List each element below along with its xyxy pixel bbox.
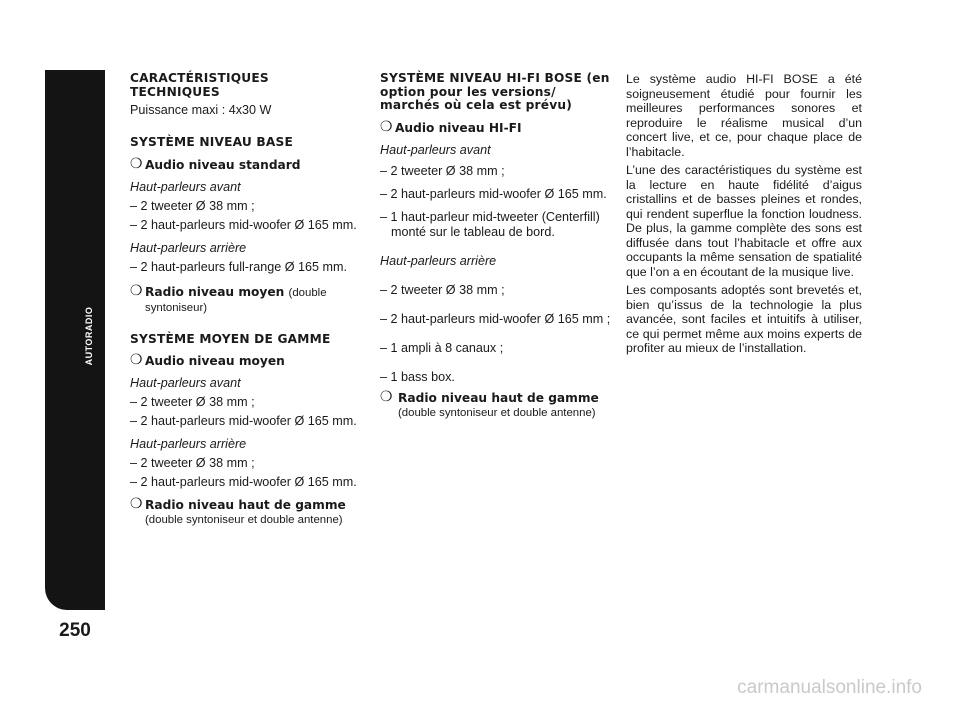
sub-radio-haut-gamme: ❍ Radio niveau haut de gamme (double syntoniseur et double antenne) [130, 496, 346, 526]
rear-speakers-label: Haut-parleurs arrière [130, 240, 247, 255]
front-speakers-label: Haut-parleurs avant [130, 376, 241, 390]
rear-speakers-label: Haut-parleurs arrière [130, 437, 247, 451]
spec-line: – 2 haut-parleurs mid-woofer Ø 165 mm. [130, 217, 357, 232]
sub-radio-haut-gamme: ❍ Radio niveau haut de gamme (double syntoniseur et double antenne) [380, 388, 599, 419]
bullet-icon: ❍ [380, 118, 393, 135]
sub-radio-moyen: ❍ Radio niveau moyen (double syntoniseur) [130, 282, 327, 314]
column-1 [130, 72, 362, 527]
sub-audio-moyen: ❍ Audio niveau moyen [130, 352, 285, 368]
bullet-icon: ❍ [380, 388, 393, 405]
spec-line: – 2 tweeter Ø 38 mm ; [130, 198, 255, 213]
column-3 [626, 72, 862, 356]
spec-line: – 2 haut-parleurs mid-woofer Ø 165 mm. [380, 186, 607, 201]
bullet-icon: ❍ [130, 282, 143, 299]
puissance-text: Puissance maxi : 4x30 W [130, 103, 272, 117]
spec-line: – 2 tweeter Ø 38 mm ; [380, 163, 505, 178]
front-speakers-label: Haut-parleurs avant [130, 179, 241, 194]
bullet-icon: ❍ [130, 155, 143, 172]
spec-line: – 2 tweeter Ø 38 mm ; [130, 456, 255, 470]
spec-line: – 1 haut-parleur mid-tweeter (Centerfill) monté sur le tableau de bord. [380, 209, 600, 239]
spec-line: – 1 bass box. [380, 369, 455, 384]
paragraph: Les composants adoptés sont brevetés et, bien qu’issus de la technologie la plus avancée, sont faciles et intuitifs à utiliser, ce qui permet même aux moins experts de profiter au mieux de l’installation. [626, 283, 862, 355]
sub-audio-hifi: ❍ Audio niveau HI-FI [380, 118, 522, 135]
bullet-icon: ❍ [130, 352, 143, 368]
front-speakers-label: Haut-parleurs avant [380, 142, 491, 157]
spec-line: – 2 tweeter Ø 38 mm ; [130, 395, 255, 409]
paragraph: Le système audio HI-FI BOSE a été soigneusement étudié pour fournir les meilleures performances sonores et reproduire le réalisme musical d’un concert live, et ce, pour chaque place de l’habitacle. [626, 72, 862, 159]
spec-line: – 2 haut-parleurs mid-woofer Ø 165 mm. [130, 475, 357, 489]
section-label: AUTORADIO [84, 306, 94, 366]
heading-caracteristiques: CARACTÉRISTIQUES TECHNIQUES [130, 71, 269, 99]
heading-hifi-bose: SYSTÈME NIVEAU HI-FI BOSE (en option pour les versions/ marchés où cela est prévu) [380, 71, 610, 112]
paragraph: L’une des caractéristiques du système est la lecture en haute fidélité d’aigus cristallins et de basses pleines et rondes, qui rendent superflue la fonction loudness. De plus, la gamme complète des sons est diffusée dans tout l’habitacle et offre aux occupants la même sensation de spatialité que l’on a en écoutant de la musique live. [626, 163, 862, 279]
spec-line: – 2 tweeter Ø 38 mm ; [380, 282, 505, 297]
bullet-icon: ❍ [130, 496, 143, 512]
spec-line: – 2 haut-parleurs mid-woofer Ø 165 mm. [130, 414, 357, 428]
heading-moyen-gamme: SYSTÈME MOYEN DE GAMME [130, 331, 331, 346]
page-number: 250 [59, 620, 91, 641]
sub-audio-standard: ❍ Audio niveau standard [130, 155, 301, 172]
spec-line: – 1 ampli à 8 canaux ; [380, 340, 504, 355]
column-2 [380, 72, 612, 420]
watermark: carmanualsonline.info [737, 677, 922, 698]
spec-line: – 2 haut-parleurs full-range Ø 165 mm. [130, 259, 347, 274]
spec-line: – 2 haut-parleurs mid-woofer Ø 165 mm ; [380, 311, 611, 326]
heading-niveau-base: SYSTÈME NIVEAU BASE [130, 135, 294, 149]
rear-speakers-label: Haut-parleurs arrière [380, 253, 497, 268]
